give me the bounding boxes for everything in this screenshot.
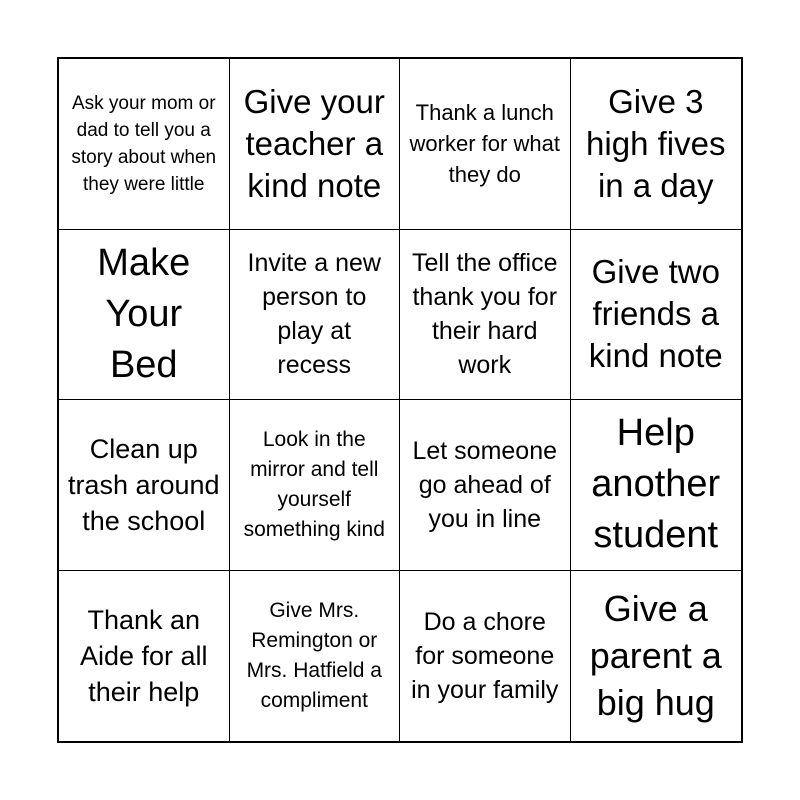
bingo-cell[interactable] xyxy=(400,400,571,571)
bingo-cell-text: Clean up trash around the school xyxy=(67,433,220,536)
bingo-board xyxy=(57,57,743,743)
bingo-cell-text: Give two friends a kind note xyxy=(588,253,723,375)
bingo-cell[interactable] xyxy=(59,571,230,742)
bingo-cell-text: Thank an Aide for all their help xyxy=(79,604,208,707)
bingo-cell[interactable] xyxy=(230,59,401,230)
bingo-cell-text: Give your teacher a kind note xyxy=(243,82,385,204)
bingo-cell-text: Give 3 high fives in a day xyxy=(586,82,726,204)
bingo-cell[interactable] xyxy=(571,230,742,401)
bingo-cell[interactable] xyxy=(230,400,401,571)
bingo-cell[interactable] xyxy=(59,400,230,571)
bingo-cell-text: Look in the mirror and tell yourself something kind xyxy=(243,427,385,541)
bingo-cell[interactable] xyxy=(571,59,742,230)
bingo-cell-text: Make Your Bed xyxy=(97,241,191,386)
bingo-cell[interactable] xyxy=(400,59,571,230)
bingo-cell[interactable] xyxy=(400,571,571,742)
bingo-cell-text: Invite a new person to play at recess xyxy=(247,249,381,380)
bingo-cell-text: Give Mrs. Remington or Mrs. Hatfield a compliment xyxy=(246,598,382,712)
bingo-cell-text: Thank a lunch worker for what they do xyxy=(409,100,560,188)
bingo-cell[interactable] xyxy=(230,571,401,742)
bingo-cell[interactable] xyxy=(571,571,742,742)
bingo-cell[interactable] xyxy=(59,59,230,230)
bingo-cell-text: Help another student xyxy=(591,412,721,557)
bingo-cell[interactable] xyxy=(571,400,742,571)
bingo-cell[interactable] xyxy=(230,230,401,401)
bingo-cell-text: Ask your mom or dad to tell you a story about when they were little xyxy=(71,92,217,195)
bingo-cell[interactable] xyxy=(400,230,571,401)
bingo-cell[interactable] xyxy=(59,230,230,401)
bingo-cell-text: Tell the office thank you for their hard work xyxy=(412,249,558,380)
bingo-cell-text: Let someone go ahead of you in line xyxy=(412,436,558,533)
bingo-cell-text: Do a chore for someone in your family xyxy=(411,607,559,704)
bingo-cell-text: Give a parent a big hug xyxy=(589,588,722,724)
